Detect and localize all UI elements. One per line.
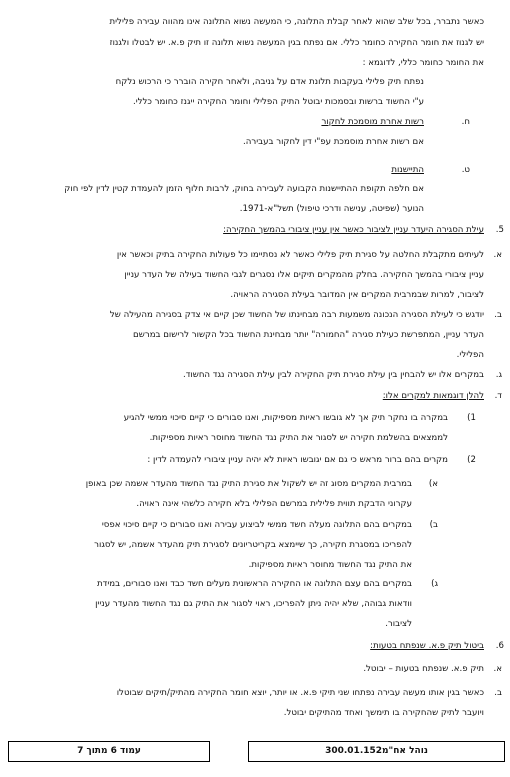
text-line: מקרים בהם ברור מראש כי גם אם יגובשו ראיות לא יהיה עניין ציבורי להעמדה לדין : bbox=[147, 455, 448, 465]
example-line: ע"י החשוד ברשות ובסמכות יבוטל התיק הפלילי וחומר החקירה ייגנז כחומר כללי. bbox=[132, 97, 424, 107]
text-line: אם חלפה תקופת ההתיישנות הקבועה לעבירה בחוק, לרבות חלוף הזמן להעמדת קטין לדין לפי חוק bbox=[64, 184, 424, 194]
text-line: עקרוני הדבקת תווית פלילית במרשם הפלילי בלא חקירה כלשהי אינה ראויה. bbox=[136, 499, 412, 509]
footer-procedure-box: נוהל אח"מ300.01.152 bbox=[248, 741, 505, 762]
section-letter: ט. bbox=[461, 165, 470, 175]
section-number: 6. bbox=[495, 641, 504, 651]
text-line: העדר עניין, המתפרשת כעילת סגירה "החמורה" יותר מבחינת החשוד בכל הקשור לרישום במרשם bbox=[133, 330, 484, 340]
item-letter: ד. bbox=[494, 391, 502, 401]
text-line: תיק פ.א. שנפתח בטעות – יבוטל. bbox=[363, 664, 484, 674]
text-line: במקרים אלו יש להבחין בין עילת סגירת תיק החקירה לבין עילת הסגירה נגד החשוד. bbox=[182, 370, 484, 380]
sub-item-letter: א) bbox=[428, 479, 438, 489]
text-line: במרבית המקרים מסוג זה יש לשקול את סגירת התיק נגד החשוד מהעדר אשמה שכן באופן bbox=[85, 479, 412, 489]
section-title: להלן דוגמאות למקרים אלו: bbox=[382, 391, 484, 401]
text-line: כאשר נתברר, בכל שלב שהוא לאחר קבלת התלונה, כי המעשה נשוא התלונה אינו מהווה עבירה פלילית bbox=[109, 17, 484, 27]
text-line: להפריכו במסגרת חקירה, כך שיימצא בקריטריונים לסגירת תיק מהעדר אשמה, יש לסגור bbox=[94, 540, 412, 550]
footer-page-box: עמוד 6 מתוך 7 bbox=[8, 741, 210, 762]
item-letter: ב. bbox=[494, 688, 502, 698]
text-line: את החומר כחומר כללי, לדוגמא : bbox=[362, 58, 484, 68]
text-line: עניין ציבורי בהמשך החקירה. בחלק מהמקרים תיקים אלו נסגרים לגבי החשוד בעילה של העדר עניין bbox=[124, 270, 484, 280]
text-line: במקרים בהם התלונה מעלה חשד ממשי לביצוע עבירה ואנו סבורים כי קיים סיכוי אפסי bbox=[101, 520, 412, 530]
item-number: 1) bbox=[467, 413, 476, 423]
text-line: יודגש כי לעילת הסגירה הנכונה משמעות רבה מבחינתו של החשוד שכן קיים אי צדק בסגירה מהעילה של bbox=[109, 310, 484, 320]
text-line: וודאות גבוהה, שלא יהיה ניתן להפריכו, ראוי לסגור את התיק גם נגד החשוד מהעדר עניין bbox=[95, 599, 412, 609]
text-line: לממצאים בהשלמת חקירה יש לסגור את התיק נגד החשוד מחוסר ראיות מספיקות. bbox=[149, 433, 448, 443]
text-line: לציבור, למרות שבמרבית המקרים אין המדובר בעילת הסגירה הראויה. bbox=[230, 290, 484, 300]
section-title: ביטול תיק פ.א. שנפתח בטעות: bbox=[370, 641, 484, 651]
text-line: במקרים בהם עצם התלונה או החקירה הראשונית מעלים חשד כבד ואנו סבורים, במידת bbox=[97, 579, 412, 589]
section-title: עילת הסגירה היעדר עניין לציבור כאשר אין עניין ציבורי בהמשך החקירה: bbox=[223, 225, 484, 235]
text-line: הפלילי. bbox=[456, 350, 484, 360]
text-line: לעיתים מתקבלת החלטה על סגירת תיק פלילי כאשר לא נסתיימו כל פעולות החקירה בתיק וכאשר אין bbox=[116, 250, 484, 260]
section-title: רשות אחרת מוסמכת לחקור bbox=[321, 117, 424, 127]
item-letter: ב. bbox=[494, 310, 502, 320]
sub-item-letter: ב) bbox=[429, 520, 438, 530]
text-line: במקרה בו נחקר תיק אך לא גובשו ראיות מספיקות, ואנו סבורים כי קיים סיכוי ממשי להגיע bbox=[123, 413, 448, 423]
text-line: יש לגנוז את חומר החקירה כחומר כללי. אם נפתח בגין המעשה נשוא תלונה זו תיק פ.א. יש לבטלו ולגנוז bbox=[109, 38, 484, 48]
item-number: 2) bbox=[467, 455, 476, 465]
item-letter: ג. bbox=[495, 370, 502, 380]
sub-item-letter: ג) bbox=[431, 579, 438, 589]
text-line: כאשר בגין אותו מעשה עבירה נפתחו שני תיקי פ.א. או יותר, יוצא חומר החקירה מהתיק/תיקים שבוטלו bbox=[116, 688, 484, 698]
section-number: 5. bbox=[495, 225, 504, 235]
section-letter: ח. bbox=[461, 117, 470, 127]
text-line: את התיק נגד החשוד מחוסר ראיות מספיקות. bbox=[248, 560, 412, 570]
item-letter: א. bbox=[493, 664, 502, 674]
text-line: אם רשות אחרת מוסמכת עפ"י דין לחקור בעבירה. bbox=[243, 137, 424, 147]
text-line: לציבור. bbox=[385, 619, 412, 629]
section-title: התיישנות bbox=[391, 165, 424, 175]
text-line: הנוער (שפיטה, ענישה ודרכי טיפול) תשל"א-1971. bbox=[239, 204, 424, 214]
text-line: ויועבר לתיק שהחקירה בו תימשך ואחד מהתיקים יבוטל. bbox=[283, 708, 484, 718]
item-letter: א. bbox=[493, 250, 502, 260]
example-line: נפתח תיק פלילי בעקבות תלונת אדם על גניבה, ולאחר חקירה הוברר כי הרכוש נלקח bbox=[115, 77, 424, 87]
